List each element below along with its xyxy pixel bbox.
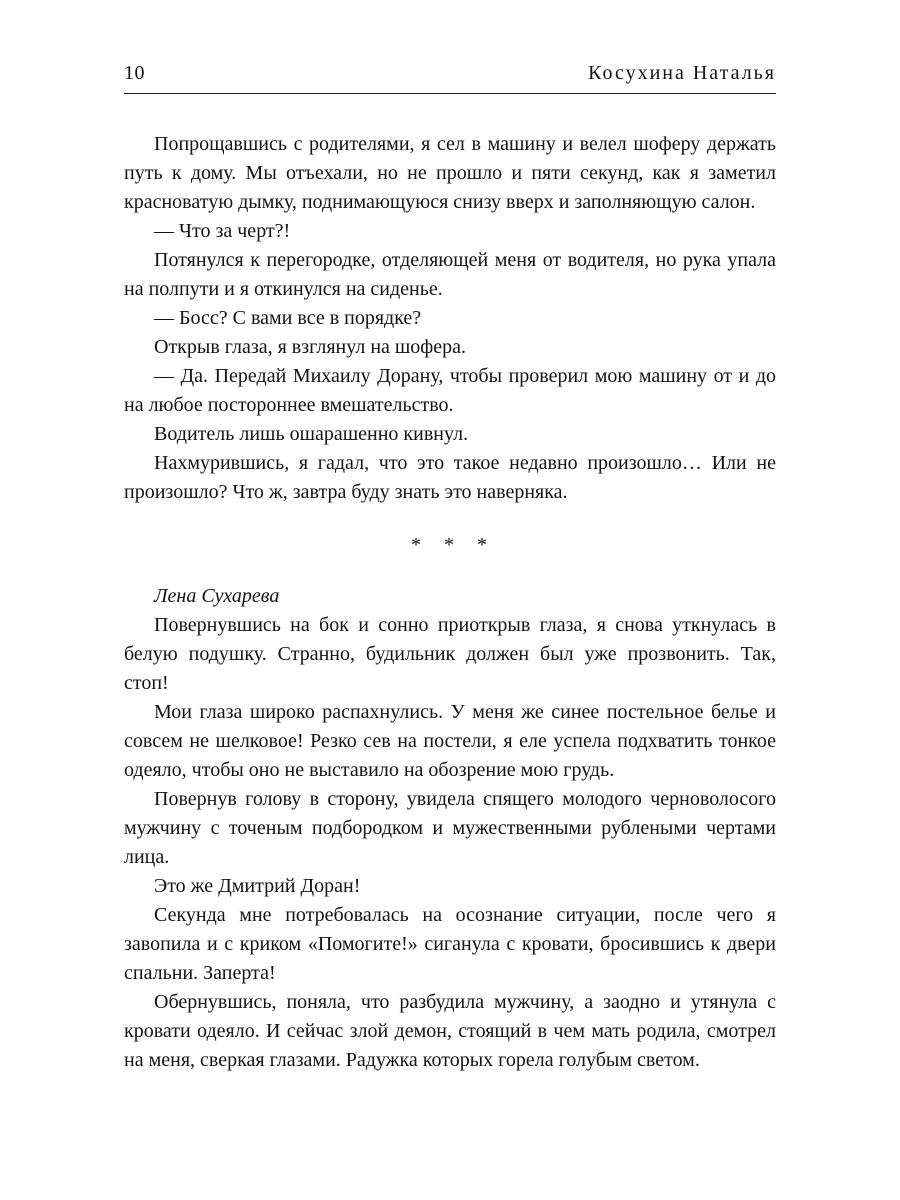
paragraph: Обернувшись, поняла, что разбудила мужчину, а заодно и утянула с кровати одеяло. И сейчас злой демон, стоящий в чем мать родила, смотрел на меня, сверкая глазами. Радужка которых горела голубым светом. <box>124 991 776 1071</box>
paragraph: — Что за черт?! <box>154 220 291 242</box>
paragraph: Секунда мне потребовалась на осознание ситуации, после чего я завопила и с криком «Помогите!» сиганула с кровати, бросившись к двери спальни. Заперта! <box>124 904 776 984</box>
paragraph: — Да. Передай Михаилу Дорану, чтобы проверил мою машину от и до на любое постороннее вмешательство. <box>124 365 776 416</box>
paragraph: — Босс? С вами все в порядке? <box>154 307 422 329</box>
page-header <box>124 62 776 94</box>
paragraph: Попрощавшись с родителями, я сел в машину и велел шоферу держать путь к дому. Мы отъехали, но не прошло и пяти секунд, как я заметил красноватую дымку, поднимающуюся снизу вверх и заполняющую салон. <box>124 133 776 213</box>
paragraph: Водитель лишь ошарашенно кивнул. <box>154 423 469 445</box>
paragraph: Повернув голову в сторону, увидела спящего молодого черноволосого мужчину с точеным подбородком и мужественными рублеными чертами лица. <box>124 788 776 868</box>
paragraph: Повернувшись на бок и сонно приоткрыв глаза, я снова уткнулась в белую подушку. Странно, будильник должен был уже прозвонить. Так, стоп! <box>124 614 776 694</box>
paragraph: Это же Дмитрий Доран! <box>154 875 361 897</box>
paragraph: Нахмурившись, я гадал, что это такое недавно произошло… Или не произошло? Что ж, завтра буду знать это наверняка. <box>124 452 776 503</box>
section-two <box>124 611 776 1075</box>
running-head-author: Косухина Наталья <box>588 62 776 84</box>
paragraph: Мои глаза широко распахнулись. У меня же синее постельное белье и совсем не шелковое! Резко сев на постели, я еле успела подхватить тонкое одеяло, чтобы оно не выставило на обозрение мою грудь. <box>124 701 776 781</box>
paragraph: Потянулся к перегородке, отделяющей меня от водителя, но рука упала на полпути и я откинулся на сиденье. <box>124 249 776 300</box>
book-page <box>124 0 776 1075</box>
page-body <box>124 130 776 1075</box>
section-one <box>124 130 776 507</box>
page-number: 10 <box>124 62 145 84</box>
paragraph: Открыв глаза, я взглянул на шофера. <box>154 336 467 358</box>
pov-character-name: Лена Сухарева <box>154 585 280 607</box>
scene-separator: * * * <box>411 534 489 556</box>
